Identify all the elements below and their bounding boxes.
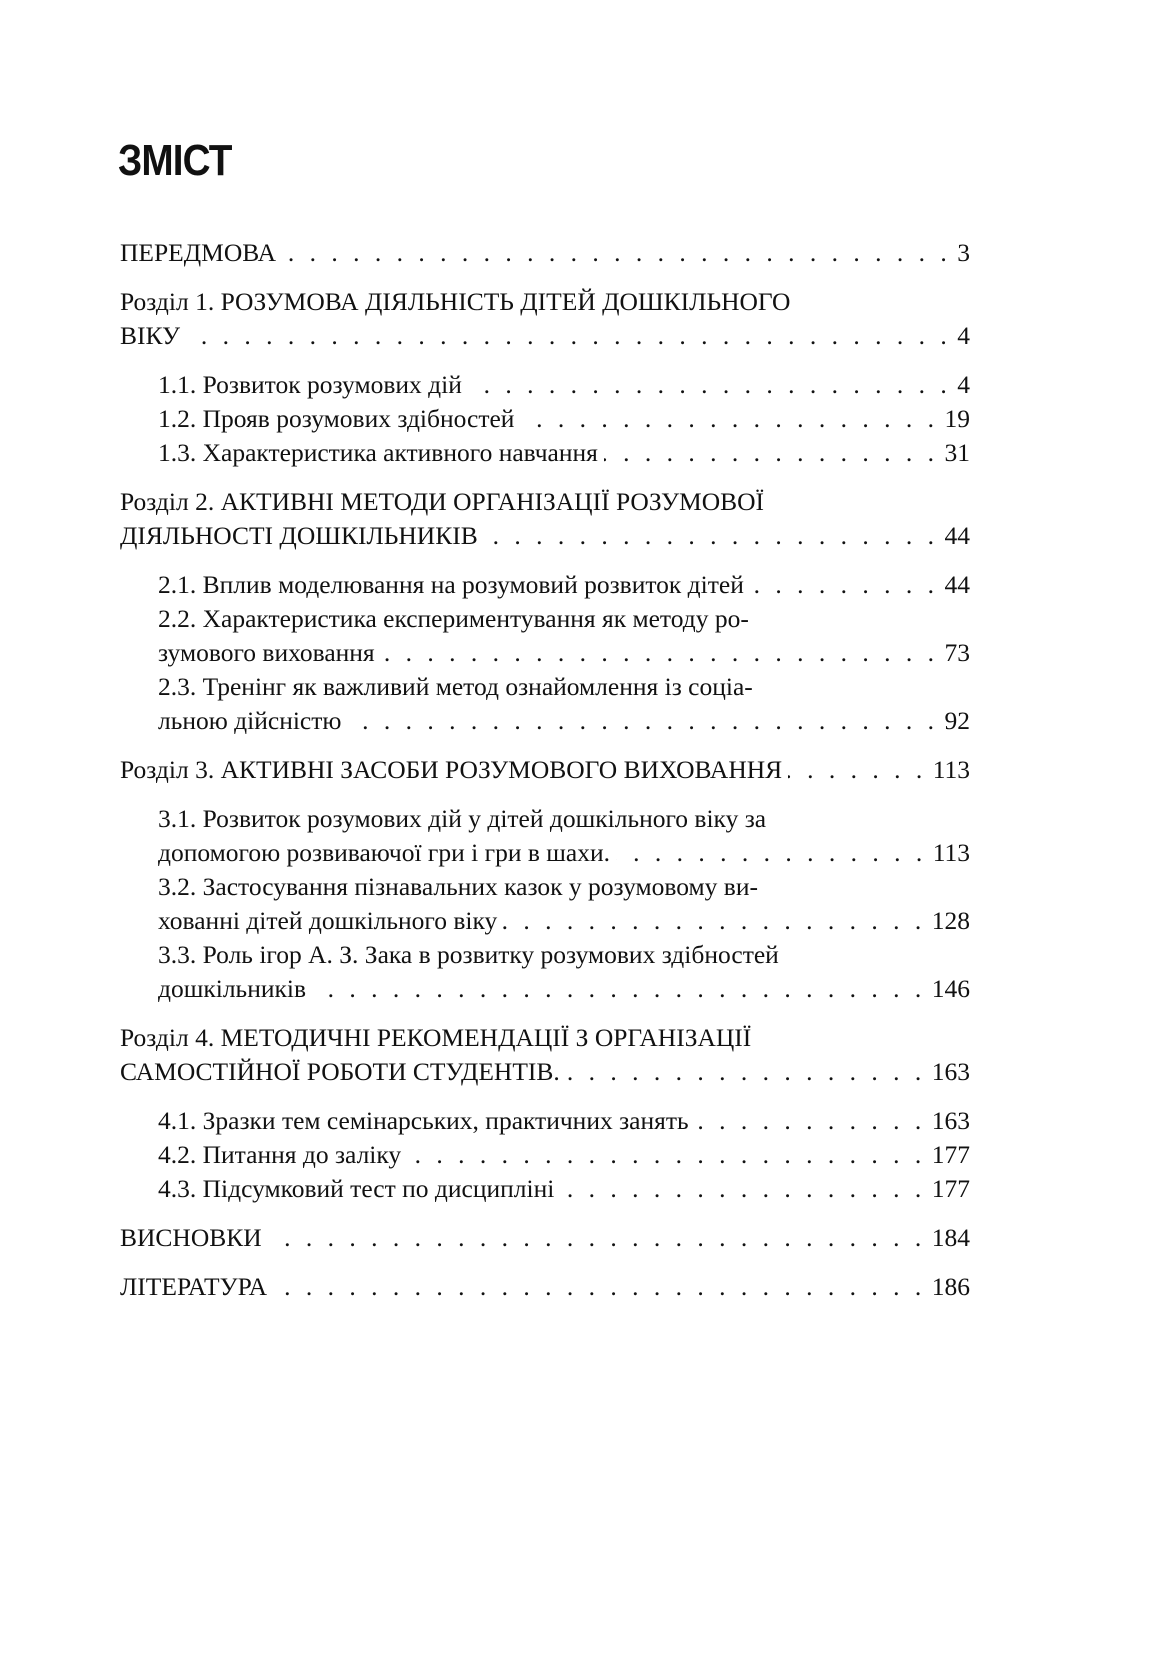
toc-page-number: 177	[931, 1174, 970, 1203]
toc-entry-title: дошкільників	[158, 974, 306, 1003]
toc-page-number: 184	[931, 1223, 970, 1252]
toc-entry-title: допомогою розвиваючої гри і гри в шахи.	[158, 838, 610, 867]
toc-page-number: 44	[944, 570, 970, 599]
dot-leader	[407, 1138, 926, 1172]
toc-entry-title: Розділ 4. МЕТОДИЧНІ РЕКОМЕНДАЦІЇ З ОРГАНІЗАЦІЇ	[120, 1023, 752, 1052]
toc-entry-title: 4.2. Питання до заліку	[158, 1140, 402, 1169]
toc-section-entry[interactable]	[120, 485, 970, 553]
toc-entry-line	[158, 938, 970, 972]
toc-page-number: 177	[931, 1140, 970, 1169]
dot-leader	[282, 236, 951, 270]
toc-entry-title: ПЕРЕДМОВА	[120, 238, 277, 267]
toc-subsection-entry[interactable]	[120, 938, 970, 1006]
toc-entry-title: 4.3. Підсумковий тест по дисципліні	[158, 1174, 555, 1203]
toc-subsection-entry[interactable]	[120, 1172, 970, 1206]
toc-page-number: 19	[944, 404, 970, 433]
toc-subsection-entry[interactable]	[120, 568, 970, 602]
toc-page-number: 73	[944, 638, 970, 667]
toc-entry-line	[120, 1055, 970, 1089]
toc-entry-title: ДІЯЛЬНОСТІ ДОШКІЛЬНИКІВ	[120, 521, 478, 550]
dot-leader	[750, 568, 939, 602]
toc-entry-line	[158, 636, 970, 670]
toc-entry-title: ВИСНОВКИ	[120, 1223, 262, 1252]
toc-entry-title: хованні дітей дошкільного віку	[158, 906, 498, 935]
toc-entry-line	[158, 972, 970, 1006]
dot-leader	[186, 319, 951, 353]
table-of-contents	[120, 236, 970, 1304]
toc-entry-line	[158, 1138, 970, 1172]
dot-leader	[788, 753, 927, 787]
toc-page-number: 44	[944, 521, 970, 550]
toc-entry-title: Розділ 3. АКТИВНІ ЗАСОБИ РОЗУМОВОГО ВИХОВАННЯ	[120, 755, 783, 784]
toc-entry-title: 2.1. Вплив моделювання на розумовий розвиток дітей	[158, 570, 744, 599]
toc-entry-title: льною дійсністю	[158, 706, 342, 735]
dot-leader	[273, 1270, 926, 1304]
toc-entry-line	[158, 870, 970, 904]
toc-entry-title: 3.1. Розвиток розумових дій у дітей дошкільного віку за	[158, 804, 767, 833]
toc-page-number: 128	[931, 906, 970, 935]
toc-entry-line	[158, 904, 970, 938]
toc-entry-title: ЛІТЕРАТУРА	[120, 1272, 267, 1301]
toc-section-entry[interactable]	[120, 753, 970, 787]
toc-entry-line	[120, 753, 970, 787]
toc-page-number: 3	[957, 238, 970, 267]
toc-entry-title: ВІКУ	[120, 321, 181, 350]
toc-page-number: 113	[932, 838, 970, 867]
page-title: ЗМІСТ	[118, 136, 232, 185]
toc-entry-line	[120, 1221, 970, 1255]
toc-entry-line	[120, 285, 970, 319]
dot-leader	[268, 1221, 926, 1255]
toc-section-entry[interactable]	[120, 1270, 970, 1304]
toc-entry-line	[158, 802, 970, 836]
toc-entry-title: САМОСТІЙНОЇ РОБОТИ СТУДЕНТІВ.	[120, 1057, 560, 1086]
dot-leader	[604, 436, 939, 470]
toc-subsection-entry[interactable]	[120, 870, 970, 938]
toc-section-entry[interactable]	[120, 1021, 970, 1089]
toc-page-number: 31	[944, 438, 970, 467]
toc-entry-line	[158, 1104, 970, 1138]
toc-entry-title: 2.2. Характеристика експериментування як методу ро-	[158, 604, 749, 633]
toc-entry-line	[158, 436, 970, 470]
toc-entry-title: зумового виховання	[158, 638, 375, 667]
toc-page-number: 113	[932, 755, 970, 784]
dot-leader	[312, 972, 926, 1006]
toc-entry-title: 3.2. Застосування пізнавальних казок у розумовому ви-	[158, 872, 758, 901]
toc-entry-line	[158, 836, 970, 870]
toc-entry-title: 2.3. Тренінг як важливий метод ознайомлення із соціа-	[158, 672, 753, 701]
dot-leader	[468, 368, 951, 402]
toc-subsection-entry[interactable]	[120, 402, 970, 436]
toc-entry-line	[158, 704, 970, 738]
dot-leader	[503, 904, 925, 938]
toc-subsection-entry[interactable]	[120, 802, 970, 870]
toc-section-entry[interactable]	[120, 1221, 970, 1255]
toc-page-number: 146	[931, 974, 970, 1003]
dot-leader	[484, 519, 939, 553]
toc-entry-line	[120, 236, 970, 270]
toc-entry-title: 1.1. Розвиток розумових дій	[158, 370, 462, 399]
toc-page-number: 163	[931, 1057, 970, 1086]
toc-entry-line	[120, 1270, 970, 1304]
dot-leader	[381, 636, 939, 670]
toc-page-number: 163	[931, 1106, 970, 1135]
toc-entry-title: Розділ 2. АКТИВНІ МЕТОДИ ОРГАНІЗАЦІЇ РОЗУМОВОЇ	[120, 487, 765, 516]
toc-entry-line	[120, 1021, 970, 1055]
dot-leader	[347, 704, 938, 738]
toc-entry-title: 3.3. Роль ігор А. З. Зака в розвитку розумових здібностей	[158, 940, 779, 969]
toc-entry-line	[158, 368, 970, 402]
dot-leader	[566, 1055, 926, 1089]
dot-leader	[560, 1172, 925, 1206]
toc-subsection-entry[interactable]	[120, 368, 970, 402]
toc-page-number: 186	[931, 1272, 970, 1301]
toc-entry-line	[158, 568, 970, 602]
toc-entry-line	[158, 670, 970, 704]
toc-entry-line	[158, 402, 970, 436]
toc-page-number: 4	[957, 370, 970, 399]
dot-leader	[695, 1104, 926, 1138]
toc-entry-title: 4.1. Зразки тем семінарських, практичних занять	[158, 1106, 689, 1135]
toc-subsection-entry[interactable]	[120, 602, 970, 670]
toc-entry-line	[158, 1172, 970, 1206]
toc-page-number: 4	[957, 321, 970, 350]
toc-subsection-entry[interactable]	[120, 1104, 970, 1138]
toc-section-entry[interactable]	[120, 236, 970, 270]
toc-subsection-entry[interactable]	[120, 670, 970, 738]
toc-entry-title: 1.2. Прояв розумових здібностей	[158, 404, 515, 433]
dot-leader	[520, 402, 938, 436]
toc-section-entry[interactable]	[120, 285, 970, 353]
dot-leader	[616, 836, 927, 870]
toc-entry-title: Розділ 1. РОЗУМОВА ДІЯЛЬНІСТЬ ДІТЕЙ ДОШКІЛЬНОГО	[120, 287, 791, 316]
toc-entry-line	[120, 519, 970, 553]
toc-subsection-entry[interactable]	[120, 436, 970, 470]
toc-entry-line	[120, 485, 970, 519]
toc-entry-line	[158, 602, 970, 636]
toc-entry-line	[120, 319, 970, 353]
toc-entry-title: 1.3. Характеристика активного навчання	[158, 438, 598, 467]
toc-page-number: 92	[944, 706, 970, 735]
toc-subsection-entry[interactable]	[120, 1138, 970, 1172]
